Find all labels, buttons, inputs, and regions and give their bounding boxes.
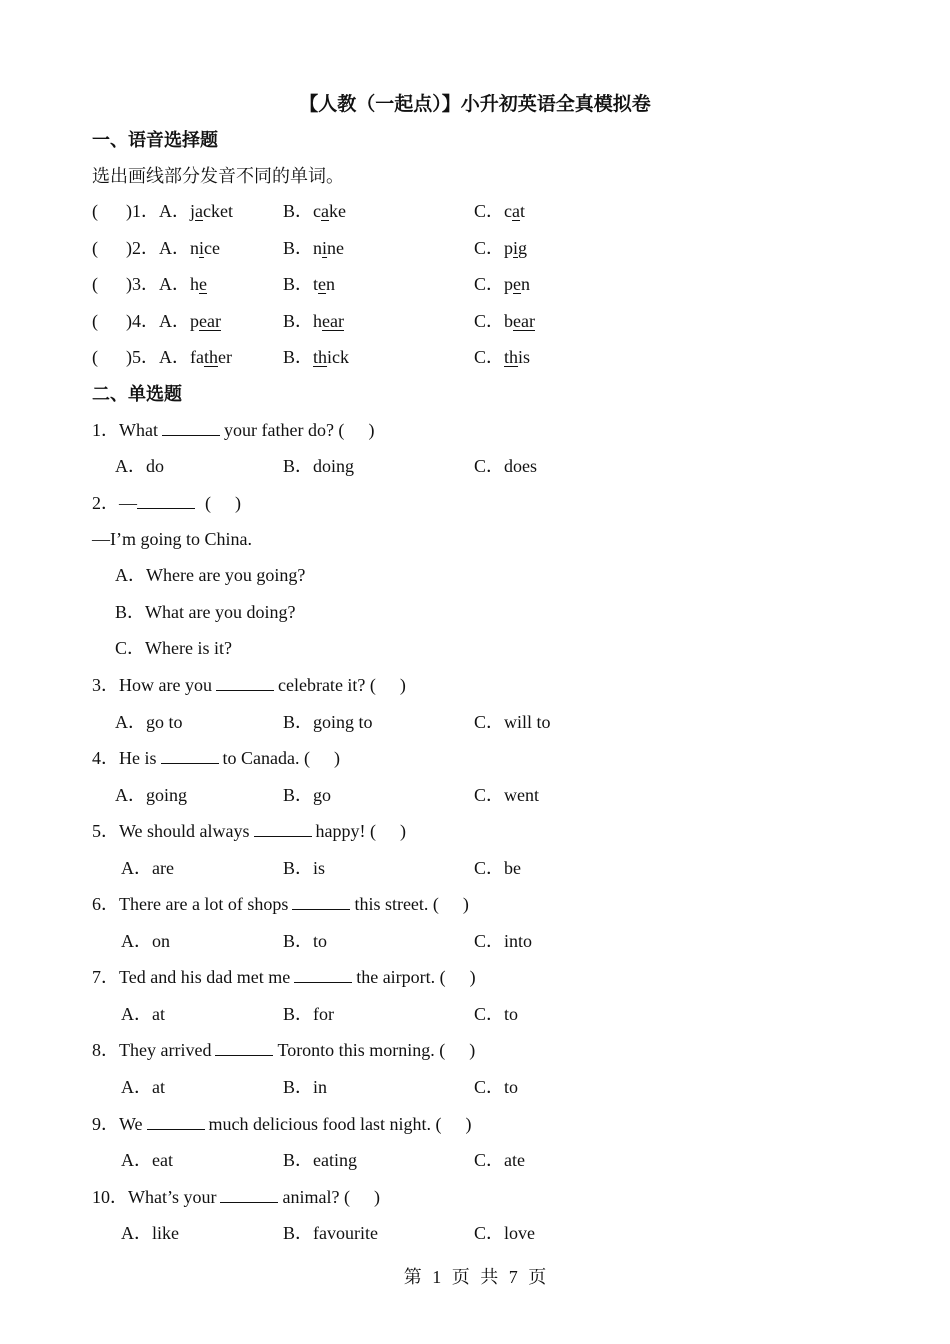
option: A．eat — [121, 1150, 173, 1170]
question-10: 10．What’s your animal? ( ) — [92, 1187, 380, 1207]
option: C．to — [474, 1004, 519, 1024]
option: A．go to — [115, 712, 183, 732]
question-8: 8．They arrived Toronto this morning. ( ) — [92, 1040, 476, 1060]
option: B．for — [283, 1004, 334, 1024]
option: C．Where is it? — [115, 638, 232, 658]
page-title: 【人教（一起点）】小升初英语全真模拟卷 — [299, 94, 651, 115]
option: A．are — [121, 858, 174, 878]
option: B．to — [283, 931, 328, 951]
section-1-instruction: 选出画线部分发音不同的单词。 — [92, 166, 344, 186]
question-9: 9．We much delicious food last night. ( ) — [92, 1114, 472, 1134]
option: A．at — [121, 1077, 165, 1097]
question-6: 6．There are a lot of shops this street. ( ) — [92, 894, 469, 914]
option: B．eating — [283, 1150, 357, 1170]
option: B．What are you doing? — [115, 602, 296, 622]
question-7: 7．Ted and his dad met me the airport. ( ) — [92, 967, 476, 987]
page-footer: 第 1 页 共 7 页 — [403, 1267, 547, 1287]
question-1: 1．What your father do? ( ) — [92, 420, 375, 440]
option: B．in — [283, 1077, 328, 1097]
option: C．will to — [474, 712, 551, 732]
option: C．to — [474, 1077, 519, 1097]
option: B．is — [283, 858, 326, 878]
option: B．going to — [283, 712, 373, 732]
option: B．go — [283, 785, 332, 805]
page: 【人教（一起点）】小升初英语全真模拟卷 一、语音选择题 选出画线部分发音不同的单词。 ( )1．A．jacket B．cake C．cat ( )2．A．nice B．nine C．pig ( )3．A．he B．ten C．pen ( )4．A．pear B．hear C．bear ( )5．A．father B．thick C．this 二、单选题 1．What your father do? ( ) A．do B．doing C．does 2．— ( ) —I’m going to China. A．Where are you going? B．What are you doing? C．Where is it? 3．How are you celebrate it? ( ) A．go to B．going to C．will to 4．He is to Canada. ( ) A．going B．go C．went 5．We should always happy! ( ) A．are B．is C．be 6．There are a lot of shops this street. ( ) A．on B．to C．into 7．Ted and his dad met me the airport. ( ) A．at B．for C．to 8．They arrived Toronto this morning. ( ) A．at B．in C．to 9．We much delicious food last night. ( ) A．eat B．eating C．ate 10．What’s your animal? ( ) A．like B．favourite C．love 第 1 页 共 7 页 — [0, 0, 950, 1344]
option: A．do — [115, 456, 164, 476]
option: C．does — [474, 456, 537, 476]
question-2: 2．— ( ) — [92, 493, 241, 513]
question-3: 3．How are you celebrate it? ( ) — [92, 675, 406, 695]
option: B．favourite — [283, 1223, 378, 1243]
question-5: 5．We should always happy! ( ) — [92, 821, 407, 841]
option: A．going — [115, 785, 187, 805]
section-2-heading: 二、单选题 — [92, 384, 182, 404]
option: C．love — [474, 1223, 535, 1243]
option: C．went — [474, 785, 539, 805]
question-2-reply: —I’m going to China. — [92, 529, 252, 549]
option: C．be — [474, 858, 521, 878]
option: A．Where are you going? — [115, 565, 306, 585]
option: C．into — [474, 931, 533, 951]
option: A．like — [121, 1223, 179, 1243]
option: A．at — [121, 1004, 165, 1024]
option: C．ate — [474, 1150, 525, 1170]
question-4: 4．He is to Canada. ( ) — [92, 748, 340, 768]
section-1-heading: 一、语音选择题 — [92, 130, 218, 150]
option: B．doing — [283, 456, 355, 476]
option: A．on — [121, 931, 170, 951]
